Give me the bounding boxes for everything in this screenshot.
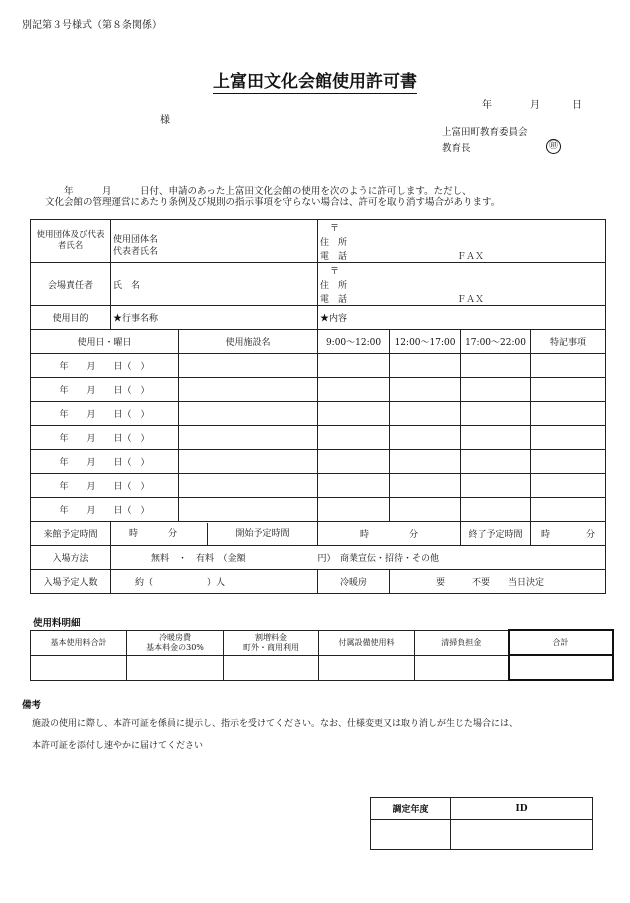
ac-label: 冷暖房 [318,570,390,594]
end-time-cell[interactable]: 時 分 [531,522,606,546]
org-name-label: 使用団体名 [113,235,159,245]
content-cell[interactable]: ★内容 [318,306,606,330]
manager-name-cell[interactable]: 氏 名 [111,263,318,306]
issuer-title: 教育長 [442,143,471,154]
fiscal-year-field[interactable] [371,820,451,850]
attendance-label: 入場予定人数 [31,570,111,594]
ac-options[interactable]: 要 不要 当日決定 [390,570,606,594]
applicant-address[interactable]: 住 所 [318,234,606,248]
end-time-label: 終了予定時間 [461,522,531,546]
schedule-row[interactable]: 年 月 日（ ） [31,498,606,522]
date-month-label: 月 [530,100,540,111]
permit-table [30,219,606,594]
schedule-row[interactable]: 年 月 日（ ） [31,402,606,426]
admission-label: 入場方法 [31,546,111,570]
issuer-org: 上富田町教育委員会 [442,127,528,138]
arrival-time-cell[interactable]: 時 分 開始予定時間 [111,522,318,546]
schedule-row[interactable]: 年 月 日（ ） [31,474,606,498]
page-title: 上富田文化会館使用許可書 [213,72,417,92]
schedule-row[interactable]: 年 月 日（ ） [31,354,606,378]
schedule-row[interactable]: 年 月 日（ ） [31,450,606,474]
fiscal-year-label: 調定年度 [371,798,451,820]
attendance-count[interactable]: 約（ ）人 [111,570,318,594]
schedule-row[interactable]: 年 月 日（ ） [31,378,606,402]
manager-zip[interactable]: 〒 [318,263,606,278]
intro-line-1: 年 月 日付、申請のあった上富田文化会館の使用を次のように許可します。ただし、 [64,186,472,197]
event-name-cell[interactable]: ★行事名称 [111,306,318,330]
arrival-label: 来館予定時間 [31,522,111,546]
id-box [370,797,593,850]
fees-header: 基本使用料合計 冷暖房費 基本料金の30% 割増料金 町外・商用利用 付属設備使用料 清掃負担金 合計 [31,630,613,655]
manager-label: 会場責任者 [31,263,111,306]
form-number: 別記第３号様式（第８条関係） [22,20,162,31]
applicant-label: 使用団体及び代表者氏名 [31,220,111,263]
id-field[interactable] [451,820,593,850]
id-label: ID [451,798,593,820]
start-time-cell[interactable]: 時 分 [318,522,461,546]
date-day-label: 日 [572,100,582,111]
date-year-label: 年 [482,100,492,111]
remarks-heading: 備考 [22,700,42,711]
applicant-zip[interactable]: 〒 [318,220,606,235]
admission-options[interactable]: 無料 ・ 有料 （金額 円） 商業宣伝・招待・その他 [111,546,606,570]
start-time-label: 開始予定時間 [235,528,290,539]
remarks-line-1: 施設の使用に際し、本許可証を係員に提示し、指示を受けてください。なお、仕様変更又は取り消しが生じた場合には、 [32,719,519,729]
remarks-line-2: 本許可証を添付し速やかに届けてください [32,741,204,751]
intro-line-2: 文化会館の管理運営にあたり条例及び規則の指示事項を守らない場合は、許可を取り消す場合があります。 [45,197,501,208]
applicant-tel-fax[interactable]: 電 話 ＦＡＸ [318,248,606,263]
purpose-label: 使用目的 [31,306,111,330]
applicant-name-cell[interactable] [111,220,318,263]
fees-table [30,629,614,681]
fees-values[interactable] [31,655,613,680]
schedule-header: 使用日・曜日 使用施設名 9:00～12:00 12:00～17:00 17:00～22:00 特記事項 [31,330,606,354]
manager-address[interactable]: 住 所 [318,277,606,291]
manager-tel-fax[interactable]: 電 話 ＦＡＸ [318,291,606,306]
seal-mark: ㊞ [546,139,561,154]
addressee-suffix: 様 [160,115,170,126]
schedule-row[interactable]: 年 月 日（ ） [31,426,606,450]
fees-label: 使用料明細 [33,618,81,629]
rep-name-label: 代表者氏名 [113,247,159,257]
